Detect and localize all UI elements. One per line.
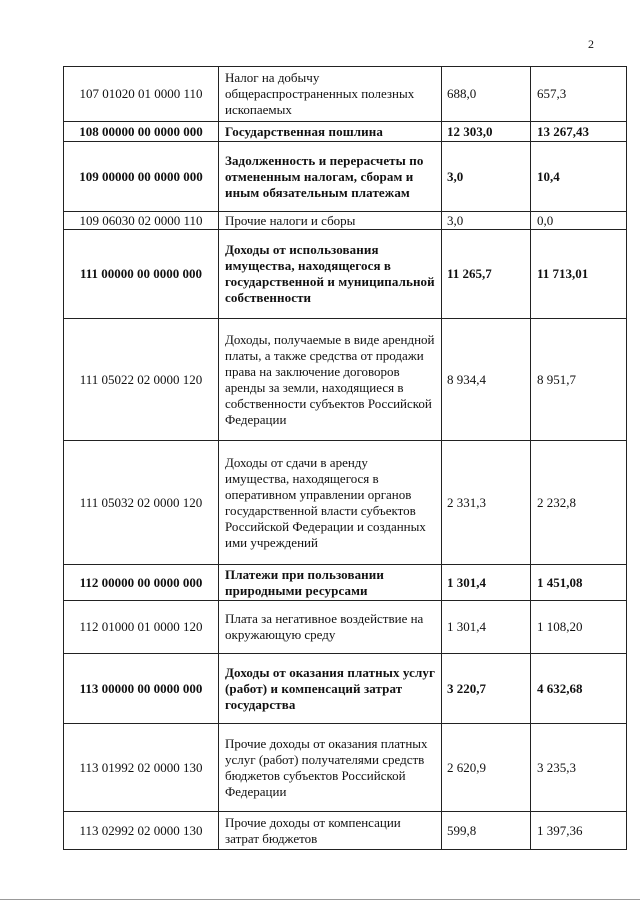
row-code: 112 00000 00 0000 000 xyxy=(64,565,219,601)
row-value-1: 1 301,4 xyxy=(442,565,531,601)
table-row xyxy=(64,654,627,724)
row-value-1: 688,0 xyxy=(442,67,531,122)
row-name: Государственная пошлина xyxy=(219,122,442,142)
row-value-1: 12 303,0 xyxy=(442,122,531,142)
table-row xyxy=(64,441,627,565)
row-value-1: 3 220,7 xyxy=(442,654,531,724)
table-row xyxy=(64,319,627,441)
row-value-2: 8 951,7 xyxy=(531,319,627,441)
table-body xyxy=(64,67,627,850)
table-row xyxy=(64,230,627,319)
row-code: 112 01000 01 0000 120 xyxy=(64,601,219,654)
row-value-2: 4 632,68 xyxy=(531,654,627,724)
row-name: Платежи при пользовании природными ресурсами xyxy=(219,565,442,601)
row-value-2: 0,0 xyxy=(531,212,627,230)
row-value-2: 657,3 xyxy=(531,67,627,122)
row-code: 111 00000 00 0000 000 xyxy=(64,230,219,319)
row-code: 113 01992 02 0000 130 xyxy=(64,724,219,812)
table-row xyxy=(64,724,627,812)
row-value-1: 599,8 xyxy=(442,812,531,850)
budget-revenue-table xyxy=(63,66,627,850)
row-value-1: 11 265,7 xyxy=(442,230,531,319)
row-code: 108 00000 00 0000 000 xyxy=(64,122,219,142)
table-row xyxy=(64,67,627,122)
row-value-2: 1 451,08 xyxy=(531,565,627,601)
row-name: Доходы от использования имущества, находящегося в государственной и муниципальной собственности xyxy=(219,230,442,319)
row-name: Доходы от сдачи в аренду имущества, находящегося в оперативном управлении органов государственной власти субъектов Российской Федерации и созданных ими учреждений xyxy=(219,441,442,565)
row-value-2: 2 232,8 xyxy=(531,441,627,565)
page-number: 2 xyxy=(588,37,594,51)
row-code: 109 00000 00 0000 000 xyxy=(64,142,219,212)
row-name: Задолженность и перерасчеты по отмененным налогам, сборам и иным обязательным платежам xyxy=(219,142,442,212)
row-code: 109 06030 02 0000 110 xyxy=(64,212,219,230)
row-name: Прочие налоги и сборы xyxy=(219,212,442,230)
row-code: 107 01020 01 0000 110 xyxy=(64,67,219,122)
table-row xyxy=(64,122,627,142)
row-value-1: 2 331,3 xyxy=(442,441,531,565)
table-row xyxy=(64,812,627,850)
row-code: 111 05032 02 0000 120 xyxy=(64,441,219,565)
row-name: Доходы от оказания платных услуг (работ) и компенсаций затрат государства xyxy=(219,654,442,724)
table-row xyxy=(64,601,627,654)
row-value-1: 3,0 xyxy=(442,212,531,230)
row-name: Прочие доходы от оказания платных услуг (работ) получателями средств бюджетов субъектов Российской Федерации xyxy=(219,724,442,812)
row-value-2: 11 713,01 xyxy=(531,230,627,319)
row-value-1: 3,0 xyxy=(442,142,531,212)
row-code: 111 05022 02 0000 120 xyxy=(64,319,219,441)
table-row xyxy=(64,565,627,601)
row-value-2: 10,4 xyxy=(531,142,627,212)
row-name: Прочие доходы от компенсации затрат бюджетов xyxy=(219,812,442,850)
scan-edge-line xyxy=(0,899,640,900)
row-code: 113 00000 00 0000 000 xyxy=(64,654,219,724)
row-value-1: 1 301,4 xyxy=(442,601,531,654)
row-value-2: 1 397,36 xyxy=(531,812,627,850)
row-value-2: 3 235,3 xyxy=(531,724,627,812)
table-row xyxy=(64,212,627,230)
row-name: Плата за негативное воздействие на окружающую среду xyxy=(219,601,442,654)
row-name: Доходы, получаемые в виде арендной платы, а также средства от продажи права на заключение договоров аренды за земли, находящиеся в собственности субъектов Российской Федерации xyxy=(219,319,442,441)
row-value-2: 13 267,43 xyxy=(531,122,627,142)
row-value-2: 1 108,20 xyxy=(531,601,627,654)
row-value-1: 2 620,9 xyxy=(442,724,531,812)
row-name: Налог на добычу общераспространенных полезных ископаемых xyxy=(219,67,442,122)
table-row xyxy=(64,142,627,212)
row-value-1: 8 934,4 xyxy=(442,319,531,441)
row-code: 113 02992 02 0000 130 xyxy=(64,812,219,850)
